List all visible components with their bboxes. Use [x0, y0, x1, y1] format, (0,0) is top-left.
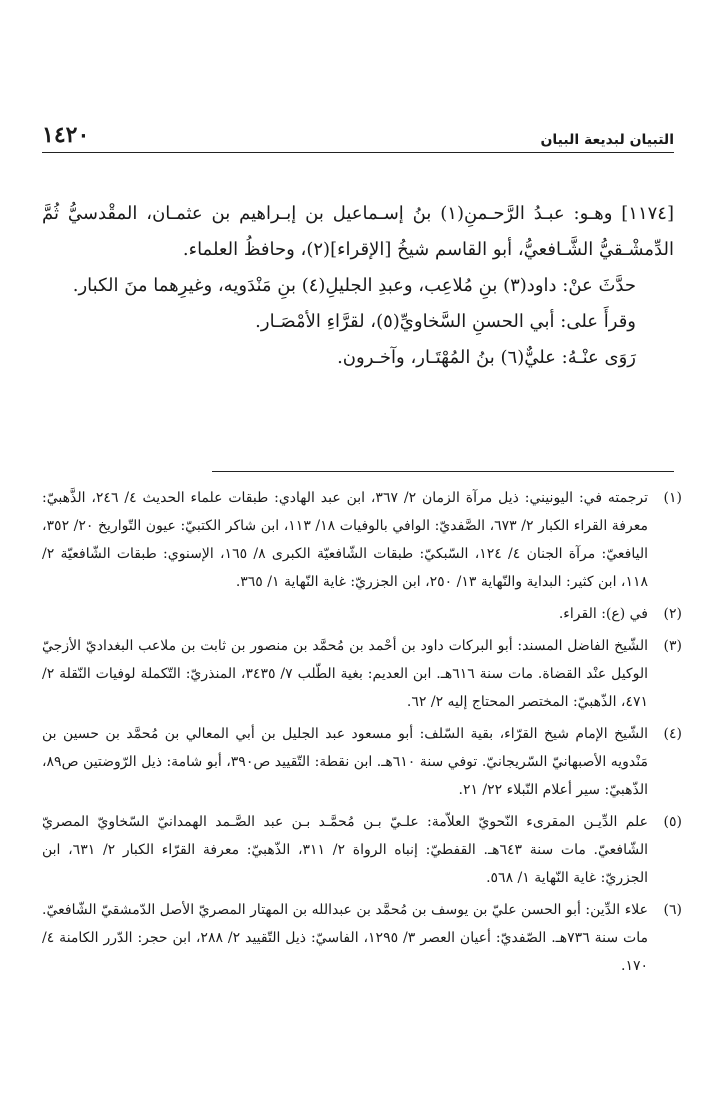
page-number: ١٤٢٠	[42, 122, 90, 148]
footnote-number: (٢)	[663, 606, 682, 622]
footnote	[42, 720, 682, 804]
footnote-number: (٦)	[663, 902, 682, 918]
book-title: التبيان لبديعة البيان	[540, 132, 674, 148]
footnote-text: ترجمته في: اليونيني: ذيل مرآة الزمان ٢/ ٣٦٧، ابن عبد الهادي: طبقات علماء الحديث ٤/ ٢٤٦، الذَّهبيّ: معرفة القراء الكبار ٢/ ٦٧٣، الصَّفديّ: الوافي بالوفيات ١٨/ ١١٣، ابن شاكر الكتبيّ: عيون التّواريخ ٢٠/ ٣٥٢، اليافعيّ: مرآة الجنان ٤/ ١٢٤، السّبكيّ: طبقات الشّافعيّة الكبرى ٨/ ١٦٥، الإسنوي: طبقات الشّافعيّة ٢/ ١١٨، ابن كثير: البداية والنّهاية ١٣/ ٢٥٠، ابن الجزريّ: غاية النّهاية ١/ ٣٦٥.	[42, 490, 648, 590]
footnote-text: الشّيخ الفاضل المسند: أبو البركات داود بن أحْمد بن مُحمَّد بن منصور بن ثابت بن ملاعب البغداديّ الأزجيّ الوكيل عنْد القضاة. مات سنة ٦١٦هـ. ابن العديم: بغية الطّلب ٧/ ٣٤٣٥، المنذريّ: التّكملة لوفيات النّقلة ٢/ ٤٧١، الذّهبيّ: المختصر المحتاج إليه ٢/ ٦٢.	[42, 638, 648, 710]
footnote-text: علاء الدِّين: أبو الحسن عليّ بن يوسف بن مُحمَّد بن عبدالله بن المهتار المصريّ الأصل الدّمشقيّ الشّافعيّ. مات سنة ٧٣٦هـ. الصّفديّ: أعيان العصر ٣/ ١٢٩٥، الفاسيّ: ذيل التّقييد ٢/ ٢٨٨، ابن حجر: الدّرر الكامنة ٤/ ١٧٠.	[42, 902, 648, 974]
main-text	[42, 196, 674, 376]
footnote-text: علم الدِّيـن المقرىء النّحويّ العلاّمة: علـيّ بـن مُحمَّـد بـن عبد الصَّـمد الهمدانيّ السّخاويّ المصريّ الشّافعيّ. مات سنة ٦٤٣هـ. القفطيّ: إنباه الرواة ٢/ ٣١١، الذّهبيّ: معرفة القرّاء الكبار ٢/ ٦٣١، ابن الجزريّ: غاية النّهاية ١/ ٥٦٨.	[42, 814, 649, 886]
footnote-number: (٤)	[663, 726, 682, 742]
footnote-number: (٣)	[663, 638, 682, 654]
running-header	[42, 118, 674, 148]
footnote-number: (٥)	[663, 814, 682, 830]
footnotes	[42, 484, 682, 984]
footnote	[42, 808, 682, 892]
footnote	[42, 896, 682, 980]
entry-paragraph: [١١٧٤] وهـو: عبـدُ الرَّحـمنِ(١) بنُ إسـماعيل بن إبـراهيم بن عثمـان، المقْدسيُّ ثُمَّ الدِّمشْـقيُّ الشَّـافعيُّ، أبو القاسم شيخُ [الإقراء](٢)، وحافظُ العلماء.	[42, 203, 674, 260]
footnote-number: (١)	[663, 490, 682, 506]
footnote-text: الشّيخ الإمام شيخ القرّاء، بقية السّلف: أبو مسعود عبد الجليل بن أبي المعالي بن مُحمَّد بن حسين بن مَنْدويه الأصبهانيّ السّريجانيّ. توفي سنة ٦١٠هـ. ابن نقطة: التّقييد ص٣٩٠، أبو شامة: ذيل الرّوضتين ص٨٩، الذّهبيّ: سير أعلام النّبلاء ٢٢/ ٢١.	[42, 726, 648, 798]
footnote	[42, 632, 682, 716]
footnote-text: في (ع): القراء.	[558, 606, 648, 622]
recited-to-paragraph: وقرأَ على: أبي الحسنِ السَّخاويِّ(٥)، لقرَّاءِ الأمْصَـار.	[255, 311, 636, 332]
narrated-by-paragraph: رَوَى عنْـهُ: عليٌّ(٦) بنُ المُهْتَـار، وآخـرون.	[337, 347, 636, 368]
footnote	[42, 600, 682, 628]
footnote-separator	[212, 471, 674, 472]
narrated-from-paragraph: حدَّثَ عنْ: داود(٣) بنِ مُلاعِب، وعبدِ الجليلِ(٤) بنِ مَنْدَويه، وغيرِهما منَ الكبار.	[72, 275, 636, 296]
header-rule	[42, 152, 674, 153]
footnote	[42, 484, 682, 596]
